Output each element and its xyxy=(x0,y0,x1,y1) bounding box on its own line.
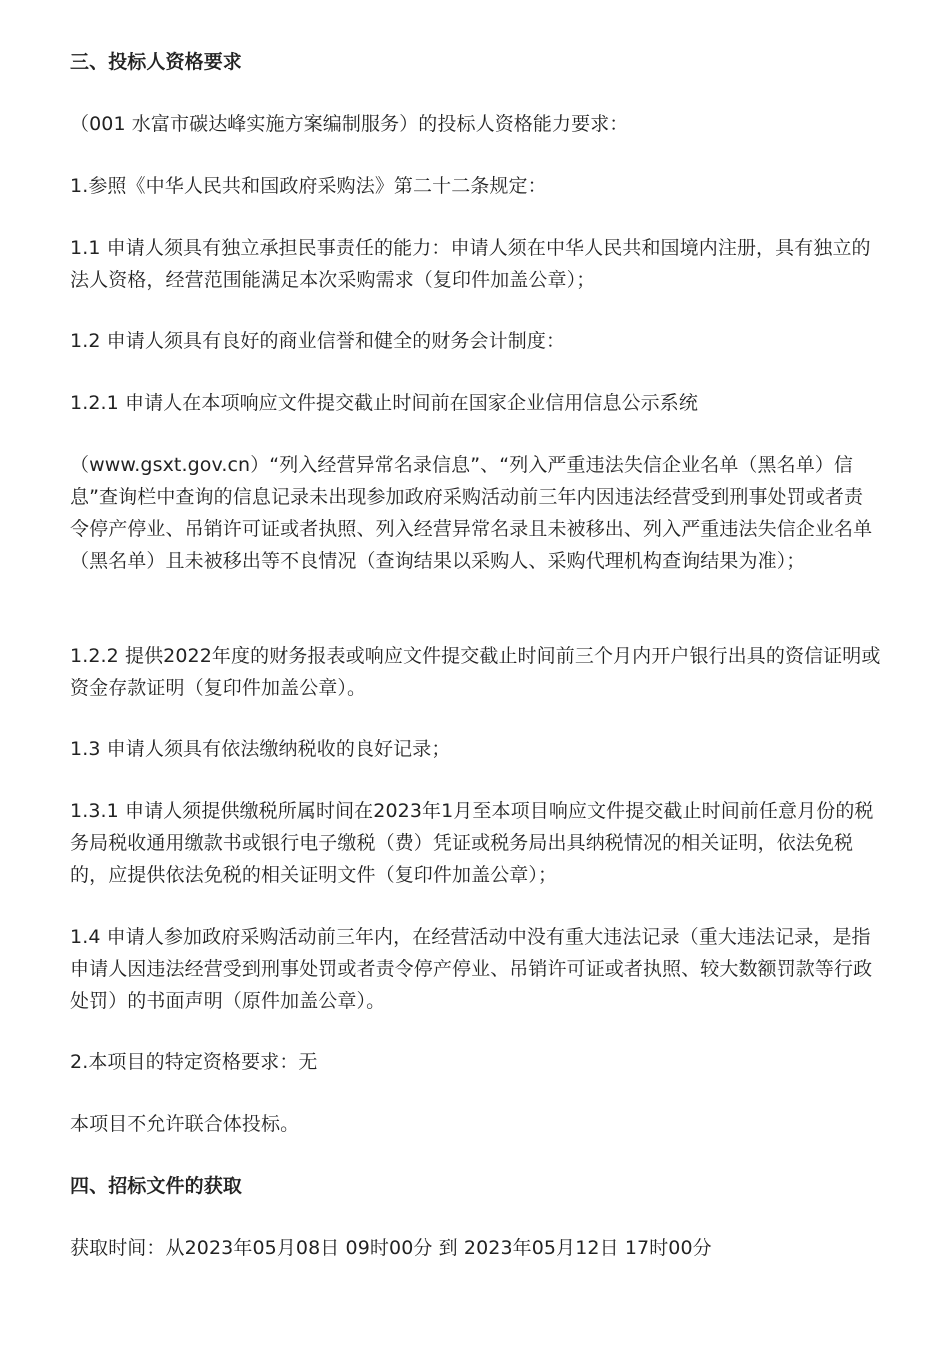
qualification-intro: （001 水富市碳达峰实施方案编制服务）的投标人资格能力要求： xyxy=(70,113,629,135)
clause-1-2-1-continued: （www.gsxt.gov.cn）“列入经营异常名录信息”、“列入严重违法失信企业名单（黑名单）信息”查询栏中查询的信息记录未出现参加政府采购活动前三年内因违法经营受到刑事处罚或者责令停产停业、吊销许可证或者执照、列入经营异常名录且未被移出、列入严重违法失信企业名单（黑名单）且未被移出等不良情况（查询结果以采购人、采购代理机构查询结果为准）； xyxy=(70,454,873,572)
clause-1-2: 1.2 申请人须具有良好的商业信誉和健全的财务会计制度： xyxy=(70,330,566,352)
clause-1-3: 1.3 申请人须具有依法缴纳税收的良好记录； xyxy=(70,738,451,760)
joint-bid-note: 本项目不允许联合体投标。 xyxy=(70,1113,300,1135)
obtain-time: 获取时间：从2023年05月08日 09时00分 到 2023年05月12日 17时00分 xyxy=(70,1237,712,1259)
clause-1: 1.参照《中华人民共和国政府采购法》第二十二条规定： xyxy=(70,175,547,197)
clause-1-3-1: 1.3.1 申请人须提供缴税所属时间在2023年1月至本项目响应文件提交截止时间前任意月份的税务局税收通用缴款书或银行电子缴税（费）凭证或税务局出具纳税情况的相关证明，依法免税的，应提供依法免税的相关证明文件（复印件加盖公章）； xyxy=(70,800,874,886)
section-3-heading: 三、投标人资格要求 xyxy=(70,51,242,73)
clause-1-2-1: 1.2.1 申请人在本项响应文件提交截止时间前在国家企业信用信息公示系统 xyxy=(70,392,698,414)
clause-1-1: 1.1 申请人须具有独立承担民事责任的能力：申请人须在中华人民共和国境内注册，具有独立的法人资格，经营范围能满足本次采购需求（复印件加盖公章）； xyxy=(70,237,871,291)
clause-2: 2.本项目的特定资格要求：无 xyxy=(70,1051,318,1073)
clause-1-4: 1.4 申请人参加政府采购活动前三年内，在经营活动中没有重大违法记录（重大违法记录，是指申请人因违法经营受到刑事处罚或者责令停产停业、吊销许可证或者执照、较大数额罚款等行政处罚）的书面声明（原件加盖公章）。 xyxy=(70,926,873,1012)
clause-1-2-2: 1.2.2 提供2022年度的财务报表或响应文件提交截止时间前三个月内开户银行出具的资信证明或资金存款证明（复印件加盖公章）。 xyxy=(70,645,881,699)
section-4-heading: 四、招标文件的获取 xyxy=(70,1175,242,1197)
